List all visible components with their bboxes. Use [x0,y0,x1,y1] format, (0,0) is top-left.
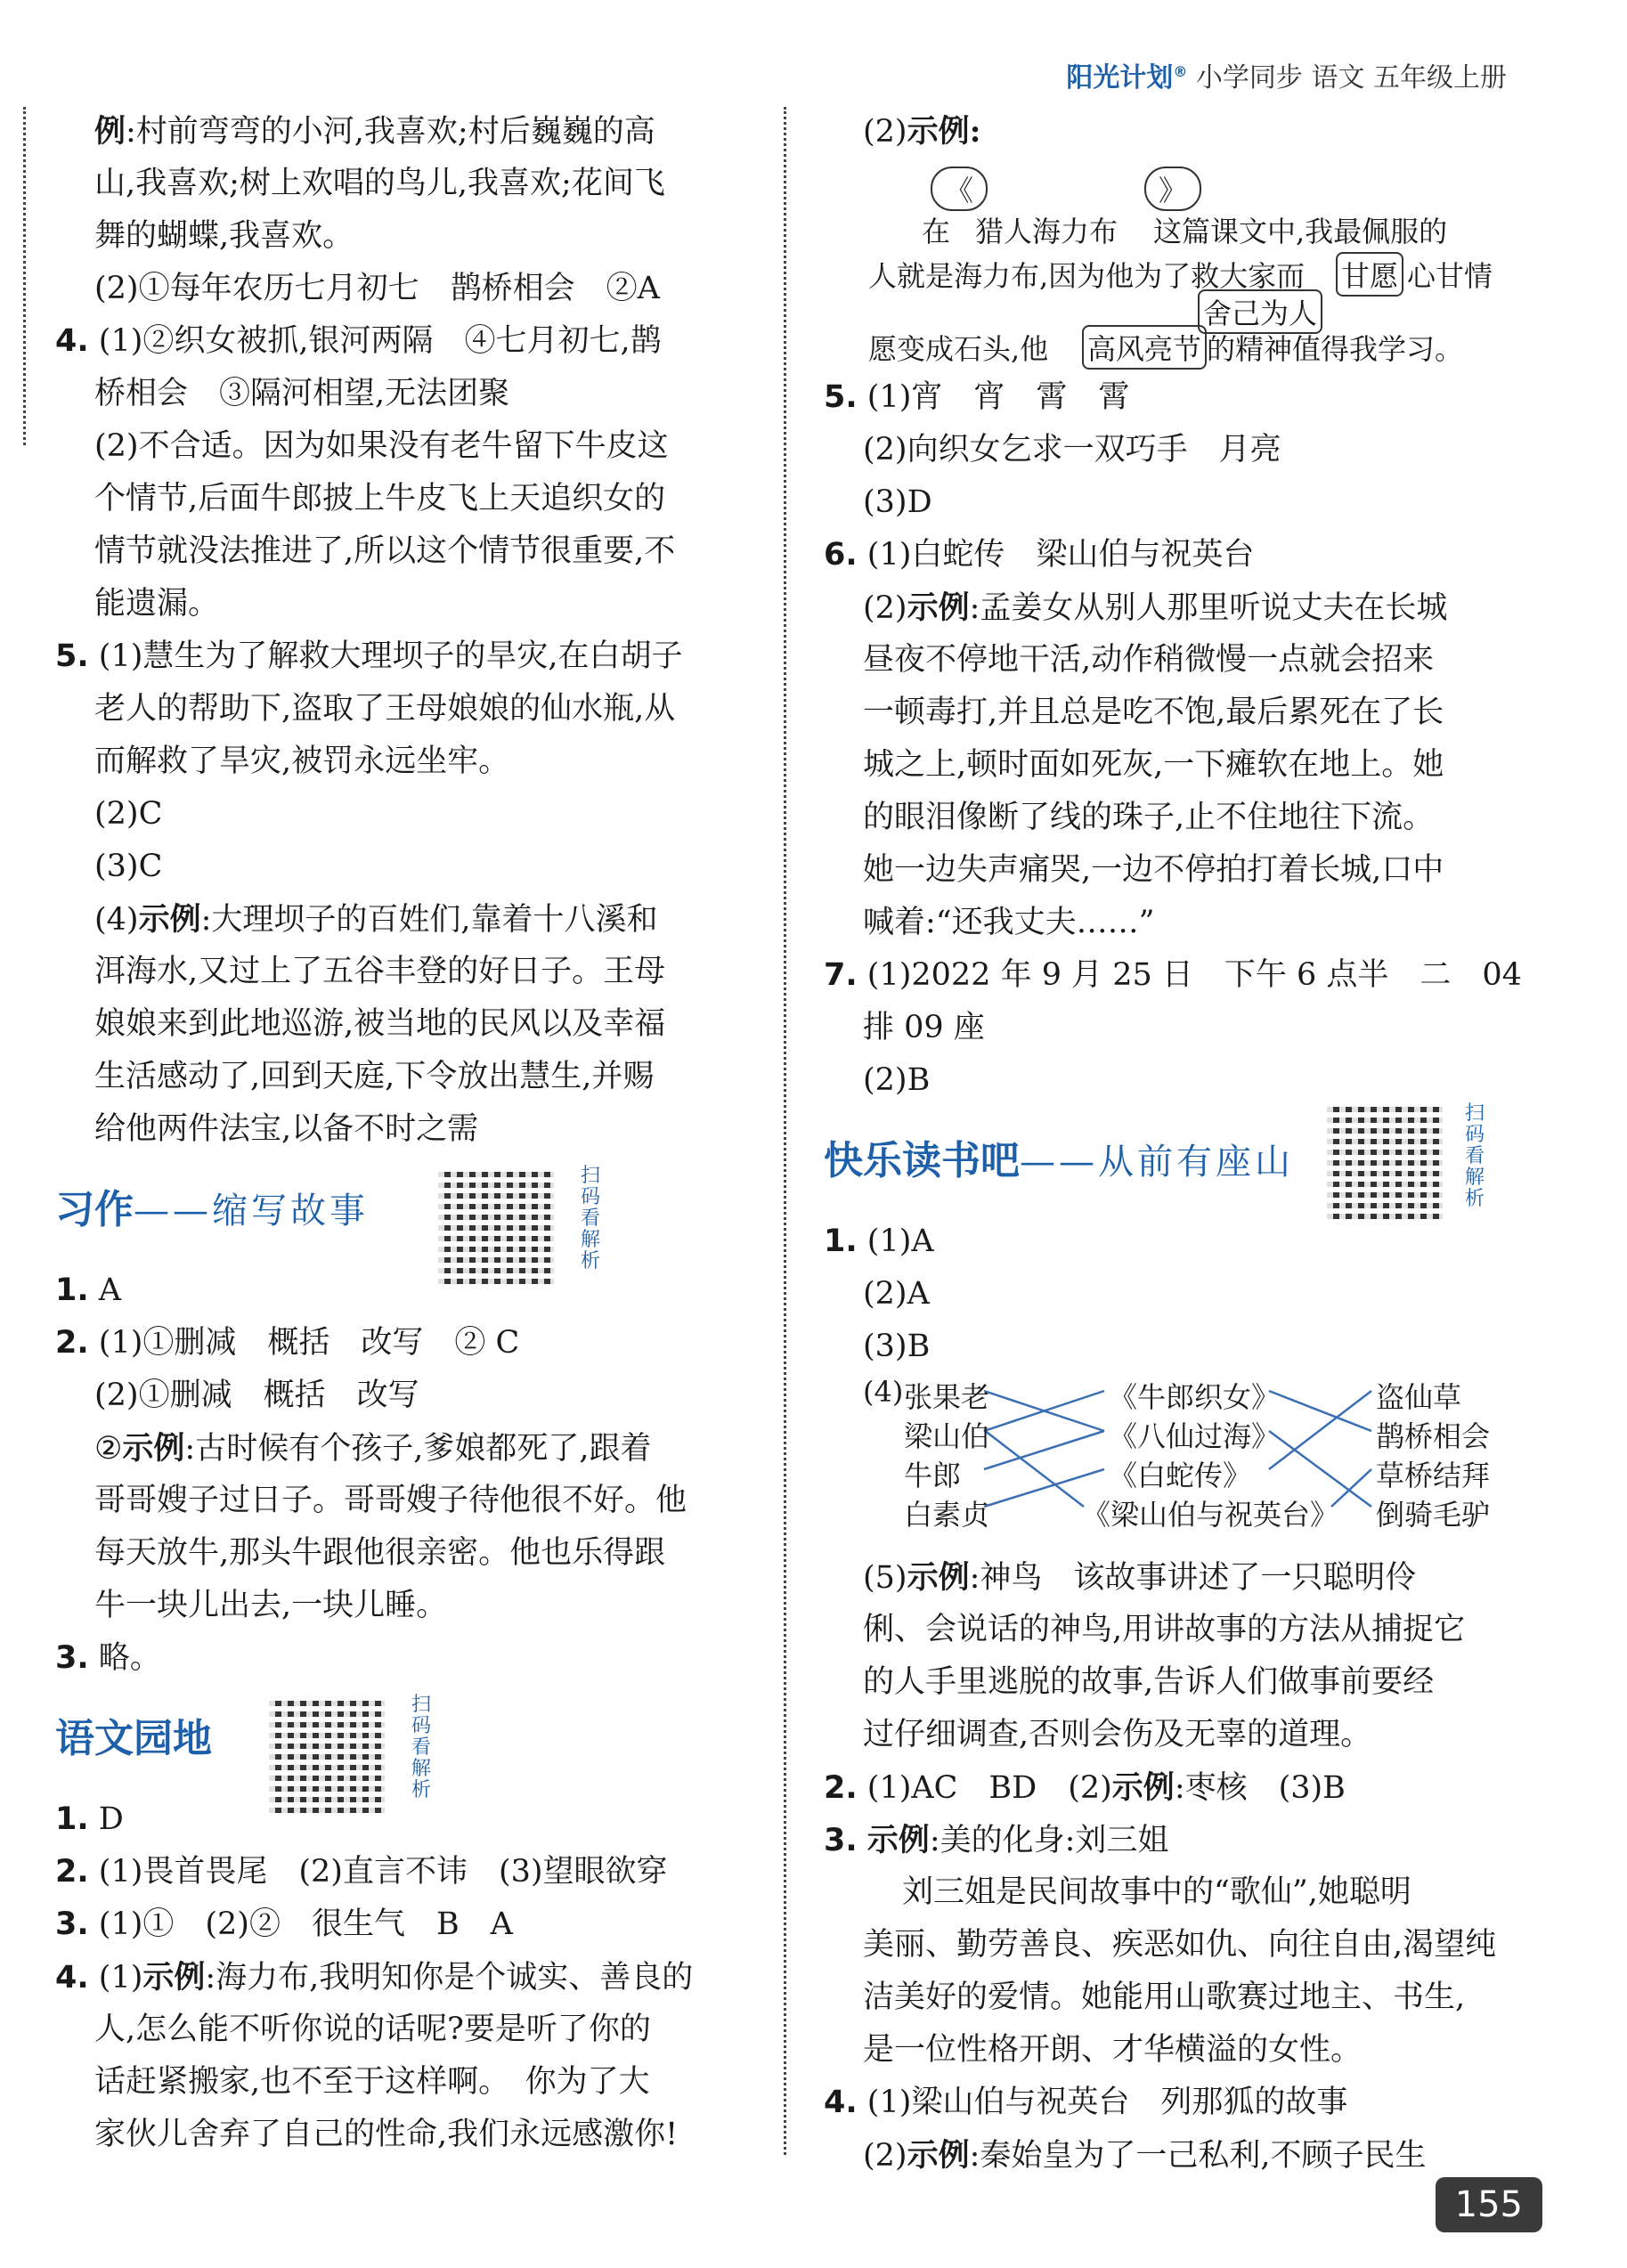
question-5: 5. (1)宵 宵 霄 霄 [824,379,1130,415]
qr-code-icon[interactable] [269,1697,385,1813]
text-line: 洱海水,又过上了五谷丰登的好日子。王母 [94,954,666,989]
text-line: 话赶紧搬家,也不至于这样啊。 你为了大 [94,2064,650,2100]
text-line: 山,我喜欢;树上欢唱的鸟儿,我喜欢;花间飞 [94,166,665,201]
match-left-item: 牛郎 [904,1459,962,1492]
match-right-item: 草桥结拜 [1376,1459,1491,1492]
text-line: 排 09 座 [863,1010,985,1045]
page-number: 155 [1436,2177,1542,2232]
text-line: 刘三姐是民间故事中的“歌仙”,她聪明 [902,1874,1411,1910]
text-line: 老人的帮助下,盗取了王母娘娘的仙水瓶,从 [94,691,676,727]
text-line: ②示例:古时候有个孩子,爹娘都死了,跟着 [94,1430,652,1467]
matching-exercise [824,1373,1518,1551]
text-line: (2)①每年农历七月初七 鹊桥相会 ②A [94,271,660,306]
text-line: 给他两件法宝,以备不时之需 [94,1111,479,1147]
list-item: 4. (1)示例:海力布,我明知你是个诚实、善良的 [55,1959,694,1996]
boxed-word: 高风亮节 [1082,325,1207,370]
book-subtitle: 小学同步 语文 五年级上册 [1195,62,1507,93]
list-item: 4. (1)梁山伯与祝英台 列那狐的故事 [824,2085,1348,2120]
text-line: 俐、会说话的神鸟,用讲故事的方法从捕捉它 [863,1612,1466,1647]
match-mid-item: 《梁山伯与祝英台》 [1082,1498,1339,1532]
boxed-word: 甘愿 [1336,252,1403,297]
qr-label: 扫码看解析 [411,1694,432,1801]
text-line: 她一边失声痛哭,一边不停拍打着长城,口中 [863,852,1444,888]
list-item: 1. (1)A [824,1223,934,1259]
text-line: 昼夜不停地干活,动作稍微慢一点就会招来 [863,642,1435,678]
match-right-item: 倒骑毛驴 [1376,1498,1491,1532]
match-left-item: 白素贞 [904,1498,990,1532]
match-right-item: 盗仙草 [1376,1380,1462,1414]
text-line: 是一位性格开朗、才华横溢的女性。 [863,2032,1363,2068]
text-line: 生活感动了,回到天庭,下令放出慧生,并赐 [94,1059,655,1094]
text-line: (2)C [94,796,163,832]
text-line: 每天放牛,那头牛跟他很亲密。他也乐得跟 [94,1535,666,1571]
text-line: (5)示例:神鸟 该故事讲述了一只聪明伶 [863,1559,1417,1596]
list-item: 2. (1)AC BD (2)示例:枣核 (3)B [824,1769,1346,1806]
list-item: 3. 示例:美的化身:刘三姐 [824,1822,1169,1858]
text-line: (2)不合适。因为如果没有老牛留下牛皮这 [94,428,669,464]
text-line: 过仔细调查,否则会伤及无辜的道理。 [863,1717,1372,1752]
match-mid-item: 《八仙过海》 [1109,1419,1281,1453]
match-left-item: 梁山伯 [904,1419,990,1453]
list-item: 1. A [55,1272,122,1308]
bubble-open-quote: 《 [931,167,988,211]
sketch-text: 这篇课文中,我最佩服的 [1153,215,1448,248]
text-line: 人,怎么能不听你说的话呢?要是听了你的 [94,2012,651,2047]
match-left-item: 张果老 [904,1380,990,1414]
text-line: 喊着:“还我丈夫……” [863,905,1155,940]
question-6: 6. (1)白蛇传 梁山伯与祝英台 [824,537,1255,573]
sketch-text: 心甘情 [1407,259,1493,293]
sketch-text: 愿变成石头,他 [868,332,1049,366]
text-line: 美丽、勤劳善良、疾恶如仇、向往自由,渴望纯 [863,1927,1497,1963]
question-7: 7. (1)2022 年 9 月 25 日 下午 6 点半 二 04 [824,957,1522,993]
text-line: 的人手里逃脱的故事,告诉人们做事前要经 [863,1664,1435,1700]
section-heading-reading: 快乐读书吧——从前有座山 扫码看解析 [824,1112,1518,1210]
text-line: 例:村前弯弯的小河,我喜欢;村后巍巍的高 [94,113,655,150]
text-line: (2)示例:孟姜女从别人那里听说丈夫在长城 [863,589,1448,626]
sketch-text: 人就是海力布,因为他为了救大家而 [868,259,1306,293]
text-line: 而解救了旱灾,被罚永远坐牢。 [94,744,510,779]
text-line: 一顿毒打,并且总是吃不饱,最后累死在了长 [863,695,1444,730]
text-line: (3)D [863,484,932,520]
bubble-replacement: 舍己为人 [1198,289,1322,334]
qr-label: 扫码看解析 [581,1165,601,1272]
text-line: (3)B [863,1329,931,1364]
sketch-text: 猎人海力布 [975,215,1119,248]
question-4: 4. (1)②织女被抓,银河两隔 ④七月初七,鹊 [55,323,662,359]
text-line: 的眼泪像断了线的珠子,止不住地往下流。 [863,800,1435,835]
annotated-sentence-sketch [824,158,1518,366]
text-line: 个情节,后面牛郎披上牛皮飞上天追织女的 [94,481,666,516]
brand-name: 阳光计划® [1066,62,1188,93]
text-line: 能遗漏。 [94,586,220,622]
match-line [1269,1391,1371,1469]
text-line: (2)向织女乞求一双巧手 月亮 [863,432,1281,467]
qr-code-icon[interactable] [438,1168,554,1284]
text-line: (2)①删减 概括 改写 [94,1378,419,1413]
text-line: 舞的蝴蝶,我喜欢。 [94,218,354,254]
bubble-close-quote: 》 [1144,167,1201,211]
text-line: 娘娘来到此地巡游,被当地的民风以及幸福 [94,1006,666,1042]
left-column [55,105,768,2161]
match-right-item: 鹊桥相会 [1376,1419,1491,1453]
left-margin-rule [23,107,26,445]
question-5: 5. (1)慧生为了解救大理坝子的旱灾,在白胡子 [55,638,683,674]
text-line: 情节就没法推进了,所以这个情节很重要,不 [94,533,676,569]
text-line: (2)示例: [863,113,981,150]
text-line: 桥相会 ③隔河相望,无法团聚 [94,376,510,411]
section-heading-garden: 语文园地 扫码看解析 [55,1690,768,1788]
text-line: 哥哥嫂子过日子。哥哥嫂子待他很不好。他 [94,1483,687,1518]
text-line: (4)示例:大理坝子的百姓们,靠着十八溪和 [94,901,658,938]
match-line [984,1431,1104,1469]
match-mid-item: 《牛郎织女》 [1109,1380,1281,1414]
text-line: 城之上,顿时面如死灰,一下瘫软在地上。她 [863,747,1444,783]
text-line: 家伙儿舍弃了自己的性命,我们永远感激你! [94,2117,679,2152]
list-item: 2. (1)畏首畏尾 (2)直言不讳 (3)望眼欲穿 [55,1854,668,1890]
list-item: 3. 略。 [55,1640,161,1676]
match-mid-item: 《白蛇传》 [1109,1459,1252,1492]
match-lead: (4) [863,1375,904,1409]
list-item: 1. D [55,1801,124,1837]
qr-label: 扫码看解析 [1465,1102,1485,1210]
text-line: (2)示例:秦始皇为了一己私利,不顾子民生 [863,2137,1427,2174]
section-heading-writing: 习作——缩写故事 扫码看解析 [55,1161,768,1259]
match-line [1269,1391,1371,1431]
qr-code-icon[interactable] [1327,1103,1443,1219]
right-column [824,105,1522,2182]
text-line: 洁美好的爱情。她能用山歌赛过地主、书生, [863,1979,1466,2015]
text-line: (2)A [863,1276,930,1312]
column-divider [784,107,786,2155]
text-line: (3)C [94,849,163,884]
sketch-text: 在 [922,215,951,248]
text-line: (2)B [863,1062,931,1098]
list-item: 3. (1)① (2)② 很生气 B A [55,1906,513,1942]
list-item: 2. (1)①删减 概括 改写 ② C [55,1325,520,1361]
text-line: 牛一块儿出去,一块儿睡。 [94,1588,448,1623]
page-header [1066,55,1507,94]
sketch-text: 的精神值得我学习。 [1207,332,1464,366]
